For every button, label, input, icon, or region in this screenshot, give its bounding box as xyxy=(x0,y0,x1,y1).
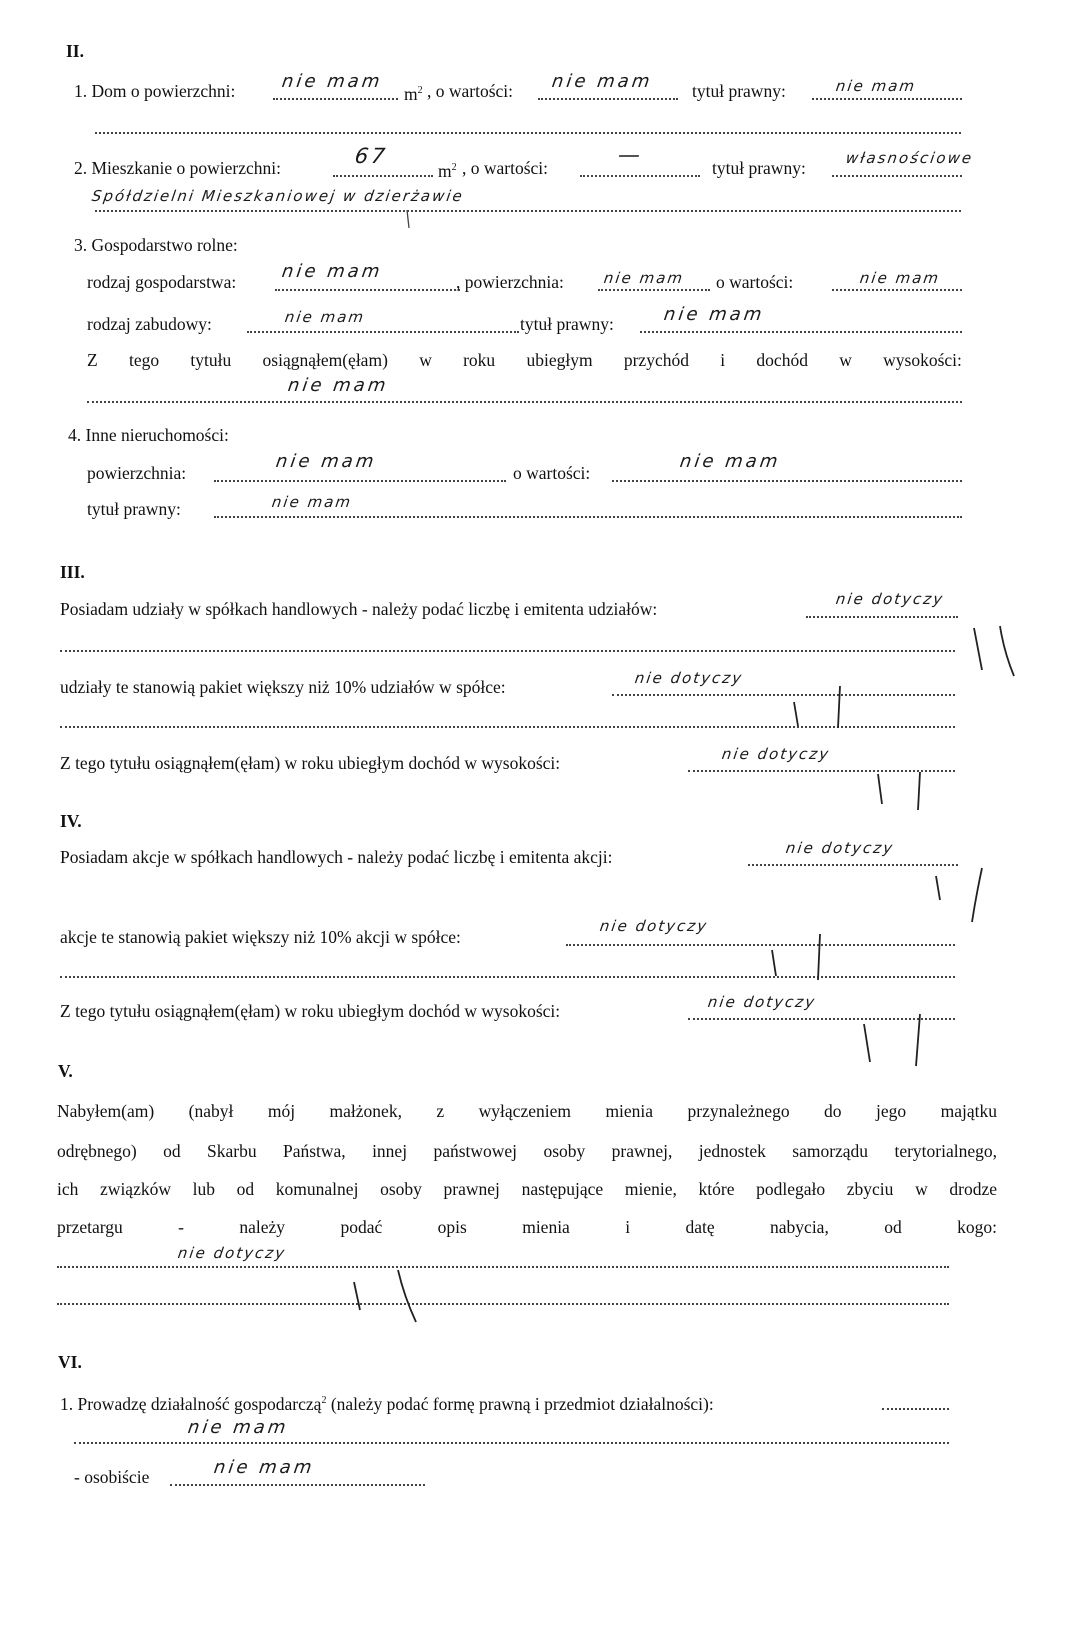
inne-title-handwriting: nie mam xyxy=(270,493,354,511)
dom-title-field[interactable] xyxy=(812,98,962,100)
dom-area-field[interactable] xyxy=(273,98,398,100)
dom-title-handwriting: nie mam xyxy=(834,77,918,95)
dzialalnosc-handwriting: nie mam xyxy=(186,1417,290,1438)
strike-through-mark-2 xyxy=(780,682,850,732)
udzialy-count-field[interactable] xyxy=(806,616,958,618)
section-iv-heading: IV. xyxy=(60,811,82,831)
akcje-count-label: Posiadam akcje w spółkach handlowych - należy podać liczbę i emitenta akcji: xyxy=(60,847,613,867)
section-iii-heading: III. xyxy=(60,562,85,582)
udzialy-continuation-line[interactable] xyxy=(60,650,955,652)
gospodarstwo-value-field[interactable] xyxy=(832,289,962,291)
pen-stroke-mark xyxy=(404,208,412,232)
udzialy-count-handwriting: nie dotyczy xyxy=(834,590,946,608)
mieszkanie-area-label: 2. Mieszkanie o powierzchni: xyxy=(74,158,282,178)
mieszkanie-title-handwriting-cont: Spółdzielni Mieszkaniowej w dzierżawie xyxy=(90,187,466,205)
akcje-10pct-label: akcje te stanowią pakiet większy niż 10% akcji w spółce: xyxy=(60,927,461,947)
akcje-income-label: Z tego tytułu osiągnąłem(ęłam) w roku ubiegłym dochód w wysokości: xyxy=(60,1001,561,1021)
section-v-heading: V. xyxy=(58,1061,73,1081)
dom-title-label: tytuł prawny: xyxy=(692,81,786,101)
inne-area-field[interactable] xyxy=(214,480,506,482)
gospodarstwo-area-label: , powierzchnia: xyxy=(456,272,564,292)
gospodarstwo-income-field[interactable] xyxy=(87,401,962,403)
strike-through-mark-5 xyxy=(760,930,830,984)
inne-value-handwriting: nie mam xyxy=(678,451,782,472)
section-ii-heading: II. xyxy=(66,41,84,61)
gospodarstwo-income-handwriting: nie mam xyxy=(286,375,390,396)
udzialy-income-label: Z tego tytułu osiągnąłem(ęłam) w roku ubiegłym dochód w wysokości: xyxy=(60,753,561,773)
mieszkanie-title-field[interactable] xyxy=(832,175,962,177)
dom-value-field[interactable] xyxy=(538,98,678,100)
dom-value-label: , o wartości: xyxy=(427,81,514,101)
mieszkanie-title-handwriting: własnościowe xyxy=(844,149,975,167)
gospodarstwo-value-label: o wartości: xyxy=(716,272,794,292)
mieszkanie-value-field[interactable] xyxy=(580,175,700,177)
gospodarstwo-area-field[interactable] xyxy=(598,289,710,291)
akcje-10pct-handwriting: nie dotyczy xyxy=(598,917,710,935)
section-v-paragraph-line-2: odrębnego) od Skarbu Państwa, innej państwowej osoby prawnej, jednostek samorządu terytorialnego, xyxy=(57,1141,997,1161)
akcje-count-handwriting: nie dotyczy xyxy=(784,839,896,857)
inne-area-label: powierzchnia: xyxy=(87,463,187,483)
dzialalnosc-continuation-line[interactable] xyxy=(74,1442,949,1444)
dom-unit: $m^2$ xyxy=(404,83,423,104)
dom-area-label: 1. Dom o powierzchni: xyxy=(74,81,236,101)
section-v-handwriting: nie dotyczy xyxy=(176,1244,288,1262)
strike-through-mark-4 xyxy=(924,866,994,926)
dom-area-handwriting: nie mam xyxy=(280,71,384,92)
dzialalnosc-label: 1. Prowadzę działalność gospodarczą$^2$ (należy podać formę prawną i przedmiot działalności): xyxy=(60,1393,714,1414)
gospodarstwo-type-handwriting: nie mam xyxy=(280,261,384,282)
gospodarstwo-type-field[interactable] xyxy=(275,289,460,291)
mieszkanie-area-field[interactable] xyxy=(333,175,433,177)
mieszkanie-area-handwriting: 67 xyxy=(353,144,390,168)
gospodarstwo-build-title-field[interactable] xyxy=(640,331,962,333)
gospodarstwo-area-handwriting: nie mam xyxy=(602,269,686,287)
gospodarstwo-build-field[interactable] xyxy=(247,331,519,333)
dom-value-handwriting: nie mam xyxy=(550,71,654,92)
udzialy-10pct-handwriting: nie dotyczy xyxy=(633,669,745,687)
strike-through-mark-3 xyxy=(868,770,928,814)
mieszkanie-value-label: , o wartości: xyxy=(462,158,549,178)
udzialy-10pct-label: udziały te stanowią pakiet większy niż 10% udziałów w spółce: xyxy=(60,677,506,697)
gospodarstwo-value-handwriting: nie mam xyxy=(858,269,942,287)
section-v-field-2[interactable] xyxy=(57,1303,949,1305)
gospodarstwo-income-label: Z tego tytułu osiągnąłem(ęłam) w roku ubiegłym przychód i dochód w wysokości: xyxy=(87,350,962,370)
gospodarstwo-build-handwriting: nie mam xyxy=(283,308,367,326)
udzialy-income-handwriting: nie dotyczy xyxy=(720,745,832,763)
strike-through-mark-7 xyxy=(340,1266,430,1326)
udzialy-count-label: Posiadam udziały w spółkach handlowych - należy podać liczbę i emitenta udziałów: xyxy=(60,599,658,619)
section-v-paragraph-line-4: przetargu - należy podać opis mienia i datę nabycia, od kogo: xyxy=(57,1217,997,1237)
gospodarstwo-build-label: rodzaj zabudowy: xyxy=(87,314,212,334)
osobiscie-field[interactable] xyxy=(170,1484,425,1486)
dzialalnosc-field[interactable] xyxy=(882,1408,949,1410)
dom-continuation-line[interactable] xyxy=(95,132,961,134)
osobiscie-label: - osobiście xyxy=(74,1467,150,1487)
section-v-paragraph-line-1: Nabyłem(am) (nabył mój małżonek, z wyłączeniem mienia przynależnego do jego majątku xyxy=(57,1101,997,1121)
section-vi-heading: VI. xyxy=(58,1352,82,1372)
akcje-income-handwriting: nie dotyczy xyxy=(706,993,818,1011)
inne-label: 4. Inne nieruchomości: xyxy=(68,425,229,445)
gospodarstwo-type-label: rodzaj gospodarstwa: xyxy=(87,272,237,292)
inne-value-label: o wartości: xyxy=(513,463,591,483)
inne-title-label: tytuł prawny: xyxy=(87,499,181,519)
mieszkanie-title-label: tytuł prawny: xyxy=(712,158,806,178)
strike-through-mark-6 xyxy=(850,1010,940,1070)
inne-title-field[interactable] xyxy=(214,516,962,518)
gospodarstwo-build-title-label: tytuł prawny: xyxy=(520,314,614,334)
gospodarstwo-build-title-handwriting: nie mam xyxy=(662,304,766,325)
inne-value-field[interactable] xyxy=(612,480,962,482)
section-v-paragraph-line-3: ich związków lub od komunalnej osoby prawnej następujące mienie, które podlegało zbyciu w drodze xyxy=(57,1179,997,1199)
gospodarstwo-label: 3. Gospodarstwo rolne: xyxy=(74,235,238,255)
section-v-field-1[interactable] xyxy=(57,1266,949,1268)
strike-through-mark xyxy=(960,622,1020,680)
mieszkanie-value-handwriting: — xyxy=(616,143,645,168)
mieszkanie-unit: $m^2$ xyxy=(438,160,457,181)
mieszkanie-continuation-line[interactable] xyxy=(95,210,961,212)
osobiscie-handwriting: nie mam xyxy=(212,1457,316,1478)
inne-area-handwriting: nie mam xyxy=(274,451,378,472)
